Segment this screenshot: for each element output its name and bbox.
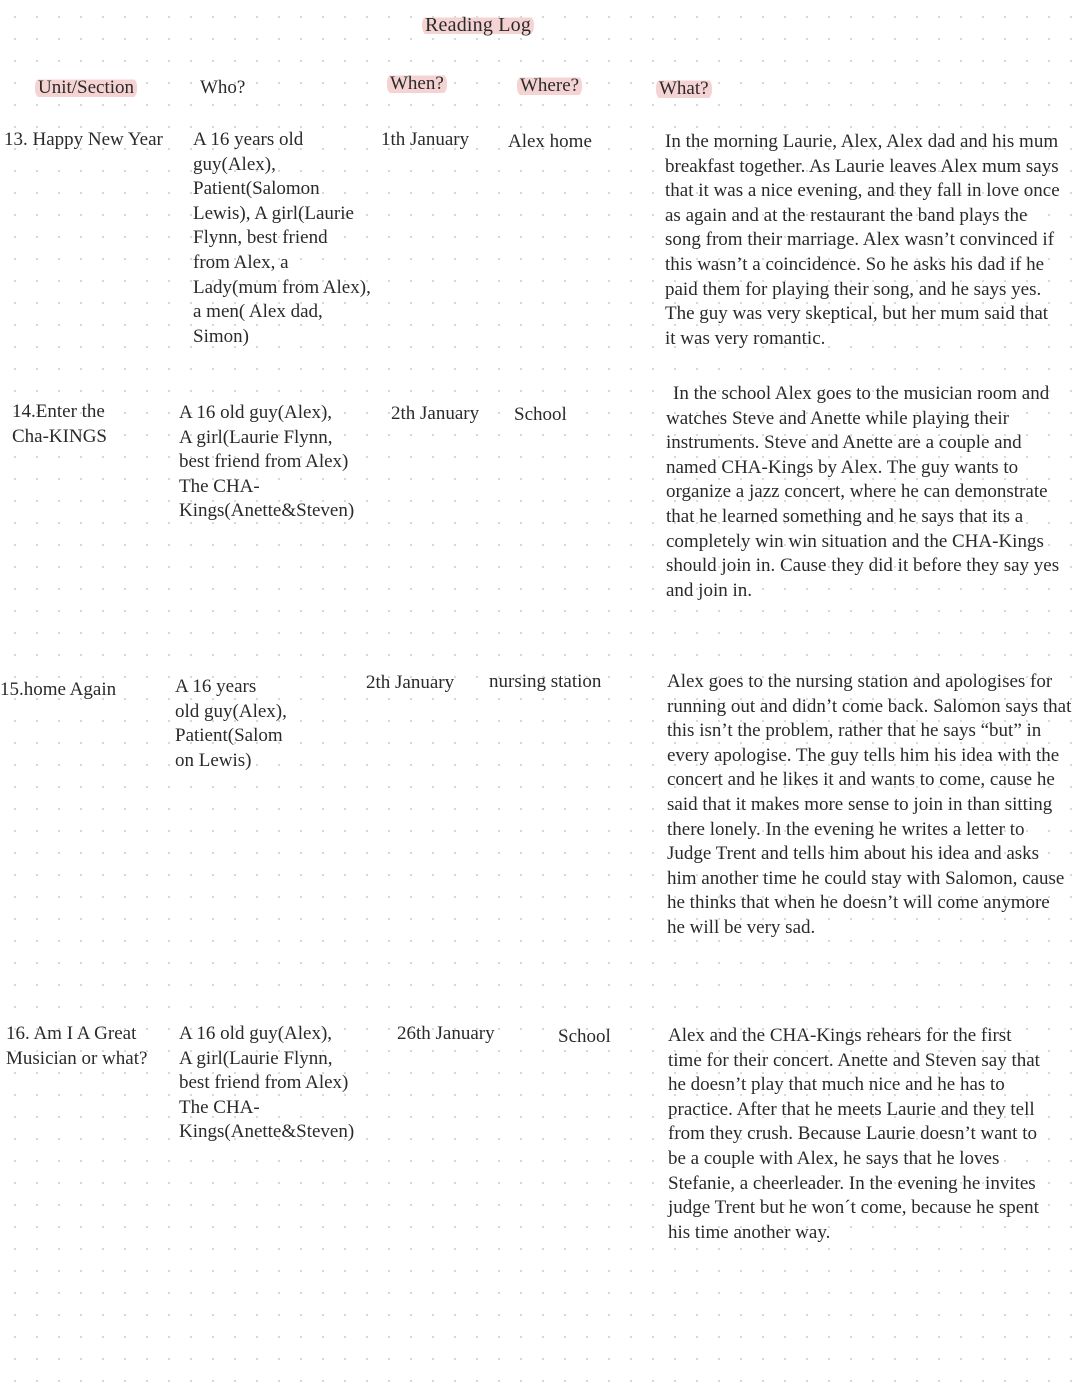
row-what: In the school Alex goes to the musician room and watches Steve and Anette while playing their instruments. Steve and Anette are a couple and named CHA-Kings by Alex. The guy wants to organize a jazz concert, where he can demonstrate that he learned something and he says that its a completely win win situation and the CHA-Kings should join in. Cause they did it before they say yes and join in. [666,383,1060,601]
row-who: A 16 years old guy(Alex), Patient(Salomon Lewis), A girl(Laurie Flynn, best friend from Alex, a Lady(mum from Alex), a men( Alex dad, Simon) [193,129,371,347]
row-where: nursing station [489,671,602,692]
row-unit: 16. Am I A Great Musician or what? [6,1023,148,1069]
row-where: School [558,1026,611,1047]
row-who: A 16 years old guy(Alex), Patient(Salom on Lewis) [175,676,287,771]
row-unit: 13. Happy New Year [4,129,163,150]
row-when: 26th January [397,1023,495,1044]
header-when: When? [387,72,447,96]
header-who: Who? [200,77,246,98]
row-what: In the morning Laurie, Alex, Alex dad and his mum breakfast together. As Laurie leaves Alex mum says that it was a nice evening, and they fall in love once as again and at the restaurant the band plays the song from their marriage. Alex wasn’t convinced if this wasn’t a coincidence. So he asks his dad if he paid them for playing their song, and he says yes. The guy was very skeptical, but her mum said that it was very romantic. [665,131,1060,349]
row-when: 2th January [366,672,455,693]
row-who: A 16 old guy(Alex), A girl(Laurie Flynn, best friend from Alex) The CHA- Kings(Anette&Steven) [179,1023,355,1143]
header-what: What? [656,77,712,101]
row-what: Alex and the CHA-Kings rehears for the first time for their concert. Anette and Steven say that he doesn’t play that much nice and he has to practice. After that he meets Laurie and they tell from they crush. Because Laurie doesn’t want to be a couple with Alex, he says that he loves Stefanie, a cheerleader. In the evening he invites judge Trent but he won´t come, because he spent his time another way. [668,1025,1040,1243]
row-unit: 14.Enter the Cha-KINGS [12,401,107,447]
header-where: Where? [517,74,582,98]
row-where: Alex home [508,131,592,152]
row-where: School [514,404,567,425]
row-when: 2th January [391,403,480,424]
header-unit-section: Unit/Section [35,76,137,100]
row-unit: 15.home Again [0,679,117,700]
row-what: Alex goes to the nursing station and apologises for running out and didn’t come back. Salomon says that this isn’t the problem, rather that he says “but” in every apologise. The guy tells him his idea with the concert and he likes it and wants to come, cause he said that it makes more sense to join in than sitting there lonely. In the evening he writes a letter to Judge Trent and tells him about his idea and asks him another time he could stay with Salomon, cause he thinks that when he doesn’t will come anymore he will be very sad. [667,671,1072,938]
page-title: Reading Log [422,14,534,37]
row-when: 1th January [381,129,470,150]
row-who: A 16 old guy(Alex), A girl(Laurie Flynn, best friend from Alex) The CHA- Kings(Anette&Steven) [179,402,355,522]
